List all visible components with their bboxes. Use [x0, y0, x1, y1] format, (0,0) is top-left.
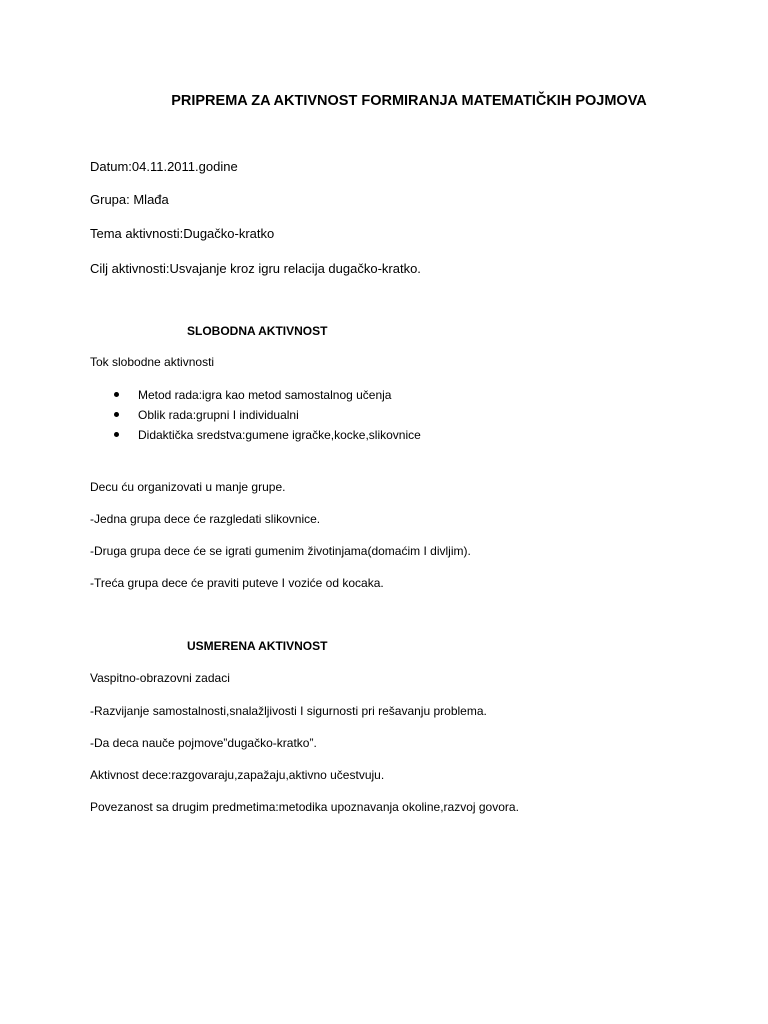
- bullet-list: [114, 387, 421, 447]
- tok-line: Tok slobodne aktivnosti: [90, 355, 215, 369]
- list-item-text: Didaktička sredstva:gumene igračke,kocke,slikovnice: [138, 428, 421, 442]
- list-item-text: Oblik rada:grupni I individualni: [138, 408, 299, 422]
- bullet-icon: [114, 392, 119, 397]
- paragraph-line: Decu ću organizovati u manje grupe.: [90, 480, 286, 494]
- paragraph-line: -Treća grupa dece će praviti puteve I voziće od kocaka.: [90, 576, 384, 590]
- slobodna-heading: SLOBODNA AKTIVNOST: [187, 324, 328, 338]
- list-item: [114, 407, 421, 427]
- paragraph-line: Vaspitno-obrazovni zadaci: [90, 671, 230, 685]
- paragraph-line: Povezanost sa drugim predmetima:metodika upoznavanja okoline,razvoj govora.: [90, 800, 519, 814]
- usmerena-heading: USMERENA AKTIVNOST: [187, 639, 328, 653]
- tema-line: Tema aktivnosti:Dugačko-kratko: [90, 226, 275, 241]
- paragraph-line: -Da deca nauče pojmove”dugačko-kratko”.: [90, 736, 317, 750]
- list-item: [114, 387, 421, 407]
- list-item: [114, 427, 421, 447]
- paragraph-line: Aktivnost dece:razgovaraju,zapažaju,aktivno učestvuju.: [90, 768, 385, 782]
- bullet-icon: [114, 412, 119, 417]
- document-title: PRIPREMA ZA AKTIVNOST FORMIRANJA MATEMATIČKIH POJMOVA: [171, 93, 647, 109]
- bullet-icon: [114, 432, 119, 437]
- list-item-text: Metod rada:igra kao metod samostalnog učenja: [138, 388, 392, 402]
- paragraph-line: -Razvijanje samostalnosti,snalažljivosti I sigurnosti pri rešavanju problema.: [90, 704, 487, 718]
- grupa-line: Grupa: Mlađa: [90, 192, 169, 207]
- paragraph-line: -Jedna grupa dece će razgledati slikovnice.: [90, 512, 321, 526]
- datum-line: Datum:04.11.2011.godine: [90, 159, 238, 174]
- paragraph-line: -Druga grupa dece će se igrati gumenim životinjama(domaćim I divljim).: [90, 544, 471, 558]
- cilj-line: Cilj aktivnosti:Usvajanje kroz igru relacija dugačko-kratko.: [90, 261, 421, 276]
